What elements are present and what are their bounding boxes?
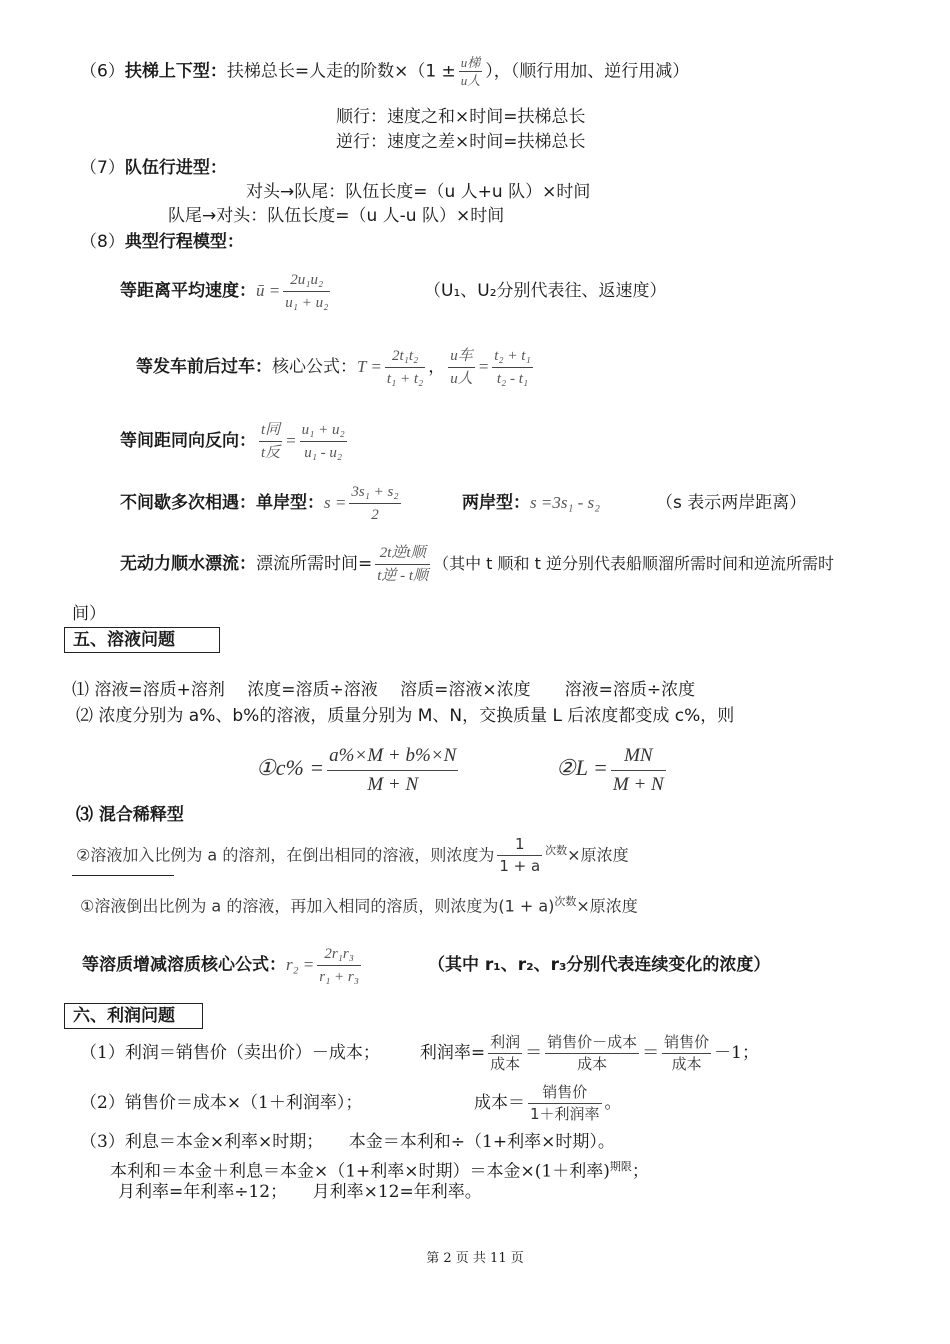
core-note: （其中 r₁、r₂、r₃分别代表连续变化的浓度） [428, 955, 771, 975]
m4-den: 2 [371, 506, 379, 523]
core-lhs: r₂ = [286, 955, 315, 974]
m4-label: 不间歇多次相遇：单岸型： [120, 493, 324, 513]
m5-note-cont: 间） [72, 604, 106, 624]
m4-label2: 两岸型： [462, 493, 530, 513]
sec6-line3: （3）利息＝本金×利率×时期； 本金＝本利和÷（1+利率×时期）。 [80, 1132, 615, 1152]
sec5-core [82, 936, 364, 994]
r1-text: ①溶液倒出比例为 a 的溶液，再加入相同的溶质，则浓度为 [80, 896, 499, 916]
section6-title: 六、利润问题 [64, 1003, 203, 1029]
m1-num: 2u₁u₂ [283, 269, 330, 292]
item6-line-b: 逆行：速度之差×时间=扶梯总长 [336, 132, 586, 152]
l1-n2: 销售价－成本 [545, 1032, 639, 1054]
m2-num2: u车 [448, 345, 475, 368]
item6-text: 扶梯总长=人走的阶数×（1 ± [226, 61, 456, 82]
page-footer: 第 2 页 共 11 页 [426, 1251, 524, 1266]
model-drift [120, 535, 834, 593]
f2-lhs: ②L = [556, 755, 608, 780]
sec5-line2: ⑵ 浓度分别为 a%、b%的溶液，质量分别为 M、N，交换质量 L 后浓度都变成 c%，则 [76, 706, 735, 726]
m2-fraction-2 [448, 345, 475, 390]
l1-eq2: ＝ [642, 1043, 660, 1063]
core-den: r₁ + r₃ [319, 968, 359, 985]
m2-lhs: T = [357, 357, 382, 376]
l1-b: 利润率= [419, 1043, 486, 1063]
m1-fraction [283, 269, 330, 314]
m3-label: 等间距同向反向： [120, 431, 256, 451]
m5-label: 无动力顺水漂流： [120, 554, 256, 574]
item7-prefix: （7） [80, 158, 125, 178]
f2-den: M + N [612, 773, 664, 795]
item7-line [80, 156, 227, 180]
m3-eq: = [285, 431, 297, 450]
m4-lhs: s = [324, 493, 347, 512]
m2-den2: u人 [450, 370, 473, 387]
l1-d1: 成本 [490, 1055, 521, 1073]
m3-den: t反 [261, 444, 281, 461]
r2-text: ②溶液加入比例为 a 的溶剂，在倒出相同的溶液，则浓度为 [76, 845, 495, 865]
m1-lhs: ū = [256, 281, 281, 300]
m3-fraction-1 [259, 419, 282, 464]
m2-eq: = [477, 357, 490, 376]
l1-d2: 成本 [577, 1055, 608, 1073]
r1-sup: 次数 [554, 895, 577, 908]
m3-den2: u₁ - u₂ [304, 444, 343, 461]
m5-note: （其中 t 顺和 t 逆分别代表船顺溜所需时间和逆流所需时 [433, 554, 834, 573]
item6-title: 扶梯上下型： [124, 61, 227, 82]
sec5-line3: ⑶ 混合稀释型 [76, 805, 184, 825]
l1-fraction-3 [662, 1032, 711, 1075]
sec6-line2-a: （2）销售价＝成本×（1＋利润率）； [80, 1093, 363, 1113]
m3-num2: u₁ + u₂ [300, 419, 347, 442]
m5-fraction [375, 542, 430, 587]
l2-den: 1＋利润率 [530, 1105, 600, 1123]
item6-frac-num: u梯 [460, 55, 481, 70]
item8-title: 典型行程模型： [124, 232, 244, 252]
l1-n1: 利润 [488, 1032, 522, 1054]
item6-frac-den: u人 [460, 73, 481, 88]
sec6-line1 [80, 1028, 759, 1078]
m5-num: 2t逆t顺 [375, 542, 430, 565]
l1-d3: 成本 [671, 1055, 702, 1073]
l1-tail: －1； [714, 1043, 759, 1063]
model-bus-interval [136, 338, 536, 396]
m4-note: （s 表示两岸距离） [656, 493, 807, 513]
f1-lhs: ①c% = [256, 755, 325, 780]
item7-line-b: 队尾→对头：队伍长度=（u 人-u 队）×时间 [168, 206, 505, 226]
r2-fraction [497, 834, 542, 877]
l2-tail: 。 [604, 1093, 622, 1113]
item6-fraction [459, 54, 483, 89]
m2-den: t₁ + t₂ [386, 370, 424, 387]
m2-fraction-1 [385, 345, 425, 390]
l1-fraction-2 [545, 1032, 639, 1075]
m2-text: 核心公式： [272, 357, 357, 377]
l1-eq: ＝ [525, 1043, 543, 1063]
sec5-rule2 [76, 826, 629, 880]
m3-num: t同 [259, 419, 282, 442]
f2-fraction [611, 742, 666, 799]
core-fraction [317, 943, 361, 988]
l2-num: 销售价 [528, 1082, 602, 1104]
l4-sup: 期限 [609, 1160, 632, 1173]
core-num: 2r₁r₃ [317, 943, 361, 966]
r2-num: 1 [497, 834, 542, 856]
r2-sup: 次数 [545, 844, 568, 857]
f1-num: a%×M + b%×N [327, 742, 458, 771]
item6-tail: ），（顺行用加、逆行用减） [485, 61, 690, 82]
sec5-rule1 [80, 890, 638, 918]
l4-text: 本利和＝本金＋利息＝本金×（1+利率×时期）＝本金×(1＋利率) [110, 1161, 610, 1182]
item8-prefix: （8） [80, 232, 125, 252]
item6-line-a: 顺行：速度之和×时间=扶梯总长 [336, 107, 586, 127]
l1-a: （1）利润＝销售价（卖出价）－成本； [80, 1043, 380, 1063]
f1-den: M + N [367, 773, 419, 795]
m2-sep: ， [428, 357, 446, 377]
l1-fraction-1 [488, 1032, 522, 1075]
f1-fraction [327, 742, 458, 799]
m2-num: 2t₁t₂ [385, 345, 425, 368]
r1-formula: (1 + a) [498, 896, 555, 916]
f2-num: MN [611, 742, 666, 771]
l2-fraction [528, 1082, 602, 1125]
sec5-formula1 [256, 738, 461, 800]
r2-tail: ×原浓度 [567, 845, 629, 865]
model-avg-speed [120, 262, 333, 320]
r1-tail: ×原浓度 [576, 896, 638, 916]
m1-label: 等距离平均速度： [120, 281, 256, 301]
sec6-line5: 月利率=年利率÷12； 月利率×12=年利率。 [118, 1182, 482, 1202]
item7-title: 队伍行进型： [124, 158, 227, 178]
item8-line [80, 230, 244, 254]
sec6-line2-b [474, 1078, 622, 1128]
sec5-line1: ⑴ 溶液=溶质+溶剂 浓度=溶质÷溶液 溶质=溶液×浓度 溶液=溶质÷浓度 [72, 680, 696, 700]
m2-label: 等发车前后过车： [136, 357, 272, 377]
core-label: 等溶质增减溶质核心公式： [82, 955, 286, 975]
m1-den: u₁ + u₂ [285, 294, 329, 311]
m4-formula2: s =3s₁ - s₂ [530, 493, 601, 512]
m5-text: 漂流所需时间= [256, 554, 373, 574]
m4-num: 3s₁ + s₂ [349, 481, 400, 504]
sec5-formula2 [556, 738, 669, 800]
m2-den3: t₂ - t₁ [496, 370, 529, 387]
m4-two-shore [462, 491, 600, 515]
model-same-opposite [120, 412, 350, 470]
m2-fraction-3 [492, 345, 532, 390]
item7-line-a: 对头→队尾：队伍长度=（u 人+u 队）×时间 [246, 182, 591, 202]
l4-tail: ； [631, 1161, 649, 1182]
model-multi-meet [120, 474, 404, 532]
item6-line [80, 54, 689, 89]
l2-b: 成本＝ [474, 1093, 525, 1113]
m3-fraction-2 [300, 419, 347, 464]
item6-prefix: （6） [80, 61, 125, 82]
divider-rule [72, 875, 174, 876]
m4-fraction [349, 481, 400, 526]
r2-den: 1 + a [499, 857, 541, 876]
l1-n3: 销售价 [662, 1032, 711, 1054]
m2-num3: t₂ + t₁ [492, 345, 532, 368]
section5-title: 五、溶液问题 [64, 627, 220, 653]
m1-note: （U₁、U₂分别代表往、返速度） [424, 281, 667, 301]
m5-den: t逆 - t顺 [377, 567, 429, 584]
